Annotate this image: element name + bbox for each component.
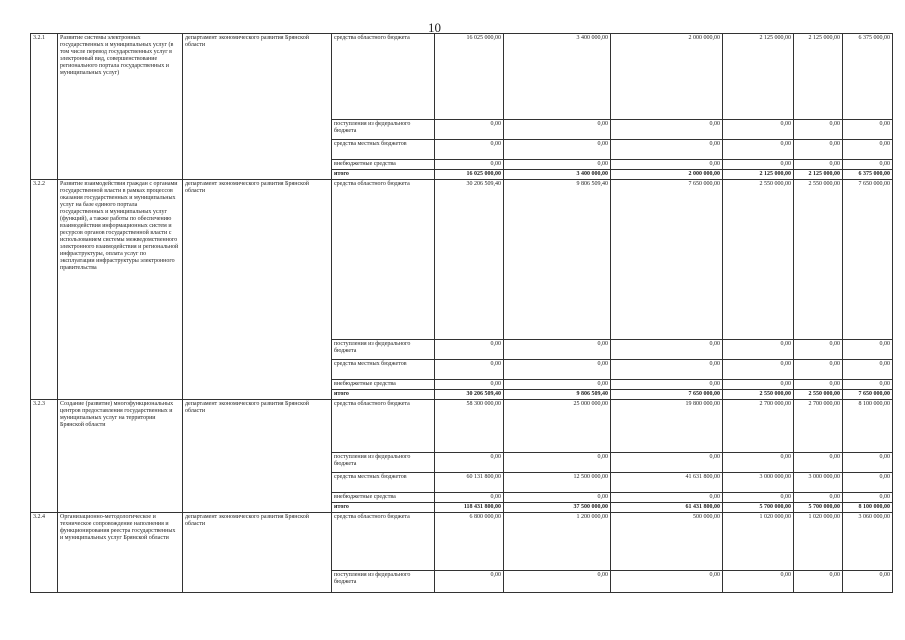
amount-cell: 5 700 000,00 — [794, 503, 843, 513]
funding-source: средства областного бюджета — [332, 513, 435, 571]
table-row — [31, 513, 893, 571]
amount-cell: 0,00 — [611, 140, 723, 160]
amount-cell: 2 125 000,00 — [794, 34, 843, 120]
funding-source: итого — [332, 390, 435, 400]
amount-cell: 0,00 — [723, 360, 794, 380]
amount-cell: 3 060 000,00 — [843, 513, 893, 571]
amount-cell: 0,00 — [504, 340, 611, 360]
amount-cell: 2 550 000,00 — [794, 180, 843, 340]
amount-cell: 0,00 — [794, 340, 843, 360]
amount-cell: 0,00 — [611, 120, 723, 140]
amount-cell: 1 200 000,00 — [504, 513, 611, 571]
amount-cell: 0,00 — [723, 571, 794, 593]
amount-cell: 0,00 — [611, 340, 723, 360]
amount-cell: 0,00 — [504, 493, 611, 503]
amount-cell: 0,00 — [435, 340, 504, 360]
budget-table — [30, 33, 893, 593]
amount-cell: 0,00 — [723, 160, 794, 170]
amount-cell: 12 500 000,00 — [504, 473, 611, 493]
item-executor: департамент экономического развития Брянской области — [183, 400, 332, 513]
amount-cell: 6 375 000,00 — [843, 170, 893, 180]
amount-cell: 0,00 — [611, 160, 723, 170]
amount-cell: 0,00 — [843, 453, 893, 473]
amount-cell: 3 400 000,00 — [504, 34, 611, 120]
amount-cell: 2 000 000,00 — [611, 34, 723, 120]
amount-cell: 8 100 000,00 — [843, 400, 893, 453]
amount-cell: 41 631 800,00 — [611, 473, 723, 493]
amount-cell: 7 650 000,00 — [843, 180, 893, 340]
amount-cell: 2 550 000,00 — [723, 180, 794, 340]
funding-source: внебюджетные средства — [332, 380, 435, 390]
amount-cell: 0,00 — [794, 140, 843, 160]
table-row — [31, 180, 893, 340]
amount-cell: 5 700 000,00 — [723, 503, 794, 513]
amount-cell: 3 000 000,00 — [794, 473, 843, 493]
amount-cell: 3 400 000,00 — [504, 170, 611, 180]
amount-cell: 9 806 509,40 — [504, 390, 611, 400]
amount-cell: 0,00 — [843, 380, 893, 390]
amount-cell: 0,00 — [435, 380, 504, 390]
item-executor: департамент экономического развития Брянской области — [183, 513, 332, 593]
amount-cell: 61 431 800,00 — [611, 503, 723, 513]
item-executor: департамент экономического развития Брянской области — [183, 180, 332, 400]
amount-cell: 0,00 — [611, 571, 723, 593]
item-name: Развитие системы электронных государственных и муниципальных услуг (в том числе перевод государственных услуг в электронный вид, совершенствование регионального портала государственных и муниципальных услуг) — [58, 34, 183, 180]
amount-cell: 0,00 — [504, 160, 611, 170]
item-name: Организационно-методологическое и техническое сопровождение наполнения и функционирования реестра государственных и муниципальных услуг Брянской области — [58, 513, 183, 593]
amount-cell: 0,00 — [435, 453, 504, 473]
amount-cell: 2 000 000,00 — [611, 170, 723, 180]
amount-cell: 0,00 — [435, 160, 504, 170]
funding-source: поступления из федерального бюджета — [332, 571, 435, 593]
amount-cell: 0,00 — [435, 360, 504, 380]
amount-cell: 0,00 — [504, 453, 611, 473]
amount-cell: 2 550 000,00 — [794, 390, 843, 400]
amount-cell: 0,00 — [843, 493, 893, 503]
amount-cell: 0,00 — [435, 120, 504, 140]
amount-cell: 0,00 — [435, 140, 504, 160]
amount-cell: 0,00 — [611, 453, 723, 473]
funding-source: средства местных бюджетов — [332, 473, 435, 493]
amount-cell: 30 206 509,40 — [435, 390, 504, 400]
amount-cell: 25 000 000,00 — [504, 400, 611, 453]
item-index: 3.2.3 — [31, 400, 58, 513]
amount-cell: 0,00 — [794, 453, 843, 473]
table-row — [31, 34, 893, 120]
amount-cell: 0,00 — [843, 140, 893, 160]
amount-cell: 7 650 000,00 — [611, 390, 723, 400]
amount-cell: 0,00 — [723, 493, 794, 503]
item-name: Создание (развитие) многофункциональных центров предоставления государственных и муниципальных услуг на территории Брянской области — [58, 400, 183, 513]
amount-cell: 500 000,00 — [611, 513, 723, 571]
amount-cell: 30 206 509,40 — [435, 180, 504, 340]
amount-cell: 118 431 800,00 — [435, 503, 504, 513]
amount-cell: 0,00 — [843, 360, 893, 380]
funding-source: внебюджетные средства — [332, 160, 435, 170]
funding-source: поступления из федерального бюджета — [332, 120, 435, 140]
amount-cell: 0,00 — [723, 120, 794, 140]
amount-cell: 0,00 — [794, 160, 843, 170]
amount-cell: 0,00 — [435, 571, 504, 593]
page-number: 10 — [428, 20, 441, 35]
amount-cell: 6 375 000,00 — [843, 34, 893, 120]
funding-source: средства областного бюджета — [332, 34, 435, 120]
amount-cell: 7 650 000,00 — [611, 180, 723, 340]
amount-cell: 58 300 000,00 — [435, 400, 504, 453]
amount-cell: 0,00 — [843, 340, 893, 360]
amount-cell: 0,00 — [794, 360, 843, 380]
amount-cell: 2 700 000,00 — [794, 400, 843, 453]
table-body — [31, 34, 893, 593]
table-row — [31, 400, 893, 453]
funding-source: средства областного бюджета — [332, 400, 435, 453]
amount-cell: 9 806 509,40 — [504, 180, 611, 340]
item-index: 3.2.1 — [31, 34, 58, 180]
amount-cell: 16 025 000,00 — [435, 170, 504, 180]
funding-source: поступления из федерального бюджета — [332, 453, 435, 473]
amount-cell: 0,00 — [843, 571, 893, 593]
amount-cell: 0,00 — [843, 120, 893, 140]
funding-source: средства местных бюджетов — [332, 360, 435, 380]
amount-cell: 0,00 — [794, 120, 843, 140]
amount-cell: 2 125 000,00 — [723, 170, 794, 180]
funding-source: средства областного бюджета — [332, 180, 435, 340]
amount-cell: 2 700 000,00 — [723, 400, 794, 453]
funding-source: внебюджетные средства — [332, 493, 435, 503]
amount-cell: 1 020 000,00 — [794, 513, 843, 571]
amount-cell: 0,00 — [723, 380, 794, 390]
funding-source: итого — [332, 503, 435, 513]
amount-cell: 8 100 000,00 — [843, 503, 893, 513]
item-name: Развитие взаимодействия граждан с органами государственной власти в рамках процессов оказания государственных и муниципальных услуг на базе единого портала государственных и муниципальных услуг (функций), а также работы по обеспечению взаимодействия информационных систем и ресурсов органов государственной власти с использованием системы межведомственного электронного взаимодействия и региональной инфраструктуры, оплата услуг по эксплуатации инфраструктуры электронного правительства — [58, 180, 183, 400]
amount-cell: 0,00 — [435, 493, 504, 503]
amount-cell: 16 025 000,00 — [435, 34, 504, 120]
amount-cell: 1 020 000,00 — [723, 513, 794, 571]
item-index: 3.2.2 — [31, 180, 58, 400]
amount-cell: 0,00 — [504, 380, 611, 390]
amount-cell: 6 800 000,00 — [435, 513, 504, 571]
amount-cell: 0,00 — [723, 453, 794, 473]
funding-source: средства местных бюджетов — [332, 140, 435, 160]
amount-cell: 0,00 — [794, 493, 843, 503]
item-index: 3.2.4 — [31, 513, 58, 593]
amount-cell: 0,00 — [723, 340, 794, 360]
amount-cell: 0,00 — [504, 571, 611, 593]
amount-cell: 0,00 — [504, 120, 611, 140]
amount-cell: 2 125 000,00 — [794, 170, 843, 180]
amount-cell: 0,00 — [611, 493, 723, 503]
amount-cell: 0,00 — [504, 140, 611, 160]
amount-cell: 0,00 — [723, 140, 794, 160]
amount-cell: 0,00 — [504, 360, 611, 380]
amount-cell: 0,00 — [843, 160, 893, 170]
amount-cell: 37 500 000,00 — [504, 503, 611, 513]
funding-source: поступления из федерального бюджета — [332, 340, 435, 360]
amount-cell: 7 650 000,00 — [843, 390, 893, 400]
amount-cell: 0,00 — [843, 473, 893, 493]
amount-cell: 0,00 — [611, 380, 723, 390]
amount-cell: 60 131 800,00 — [435, 473, 504, 493]
amount-cell: 0,00 — [611, 360, 723, 380]
amount-cell: 0,00 — [794, 571, 843, 593]
item-executor: департамент экономического развития Брянской области — [183, 34, 332, 180]
amount-cell: 2 125 000,00 — [723, 34, 794, 120]
amount-cell: 3 000 000,00 — [723, 473, 794, 493]
amount-cell: 0,00 — [794, 380, 843, 390]
funding-source: итого — [332, 170, 435, 180]
amount-cell: 19 800 000,00 — [611, 400, 723, 453]
amount-cell: 2 550 000,00 — [723, 390, 794, 400]
